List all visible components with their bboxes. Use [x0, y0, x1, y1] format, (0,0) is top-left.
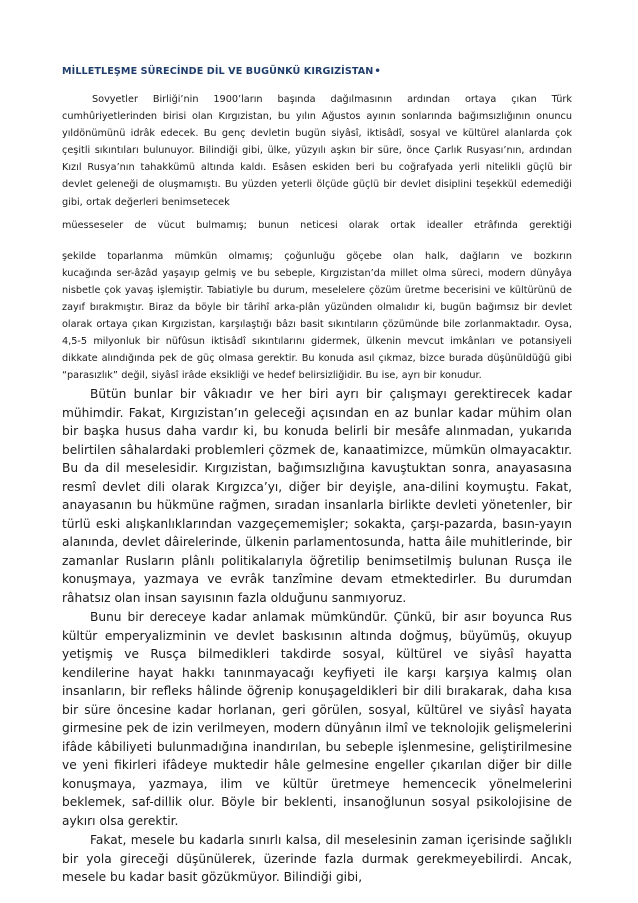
paragraph-1-line-2: müesseseler de vücut bulmamış; bunun neticesi olarak ortak idealler etrâfında gerektiği — [62, 219, 572, 231]
paragraph-1-rest: kucağında ser-âzâd yaşayıp gelmiş ve bu sebeple, Kırgızistan’da millet olma süreci, modern dünyâya nisbetle çok yavaş işlemiştir. Tabiatiyle bu durum, meselelere çözüm üretme becerisini ve kültürünü de zayıf bırakmıştır. Biraz da böyle bir târihî arka-plân yüzünden olmalıdır ki, bugün bağımsız bir devlet olarak ortaya çıkan Kırgızistan, karşılaştığı bâzı basit sıkıntıların çözümünde bile zorlanmaktadır. Oysa, 4,5-5 milyonluk bir nüfûsun iktisâdî sıkıntılarını gidermek, ülkenin mevcut imkânları ve potansiyeli dikkate alındığında pek de güç olmasa gerektir. Bu konuda asıl çıkmaz, bizce burada düşünüldüğü gibi “parasızlık” değil, siyâsî irâde eksikliği ve hedef belirsizliğidir. Bu ise, ayrı bir konudur. — [62, 267, 572, 382]
footnote-mark: • — [374, 66, 381, 77]
paragraph-3: Bunu bir dereceye kadar anlamak mümkündür. Çünkü, bir asır boyunca Rus kültür emperyalizminin ve devlet baskısının altında doğmuş, büyümüş, okuyup yetişmiş ve Rusça bilmedikleri takdirde sosyal, kültürel ve siyâsî hayatta kendilerine hayat hakkı tanınmayacağı keyfiyeti ile karşı karşıya kalmış olan insanların, bir refleks hâlinde öğrenip konuşageldikleri bir dili bırakarak, daha kısa bir süre öncesine kadar horlanan, geri görülen, sosyal, kültürel ve siyâsî hayata girmesine pek de izin verilmeyen, modern dünyânın ilmî ve teknolojik gelişmelerini ifâde kâbiliyeti bulunmadığına inandırılan, bu sebeple işlenmesine, geliştirilmesine ve yeni fikirleri ifâdeye muktedir hâle gelmesine engeller çıkarılan diğer bir dille konuşmaya, yazmaya, ilim ve kültür üretmeye hemencecik yönelmelerini beklemek, saf-dillik olur. Böyle bir beklenti, insanoğlunun sosyal psikolojisine de aykırı olsa gerektir. — [62, 610, 572, 828]
paragraph-1-main: Sovyetler Birliği’nin 1900’ların başında dağılmasının ardından ortaya çıkan Türk cumhûriyetlerinden birisi olan Kırgızistan, bu yılın Ağustos ayının sonlarında bağımsızlığının onuncu yıldönümünü idrâk edecek. Bu genç devletin bugün siyâsî, iktisâdî, sosyal ve kültürel alanlarda çok çeşitli sıkıntıları bulunuyor. Bilindiği gibi, ülke, yüzyılı aşkın bir süre, önce Çarlık Rusyası’nın, ardından Kızıl Rusya’nın tahakkümü altında kaldı. Esâsen eskiden beri bu coğrafyada yerli nitelikli güçlü bir devlet geleneği de oluşmamıştı. Bu yüzden yeterli ölçüde güçlü bir devlet disiplini teşekkül edemediği gibi, ortak değerleri benimsetecek — [62, 94, 572, 208]
document-title — [62, 66, 572, 77]
title-text: MİLLETLEŞME SÜRECİNDE DİL VE BUGÜNKÜ KIRGIZİSTAN — [62, 66, 374, 77]
paragraph-1-line-3: şekilde toparlanma mümkün olmamış; çoğunluğu göçebe olan halk, dağların ve bozkırın — [62, 250, 572, 262]
paragraph-2: Bütün bunlar bir vâkıadır ve her biri ayrı bir çalışmayı gerektirecek kadar mühimdir. Fakat, Kırgızistan’ın geleceği açısından en az bunlar kadar mühim olan bir başka husus daha vardır ki, bu konuda belirli bir mesâfe alınmadan, yukarıda belirtilen sâhalardaki problemleri çözmek de, kanaatimizce, mümkün olmayacaktır. Bu da dil meselesidir. Kırgızistan, bağımsızlığına kavuştuktan sonra, anayasasına resmî devlet dili olarak Kırgızca’yı, diğer bir deyişle, ana-dilini koymuştu. Fakat, anayasanın bu hükmüne rağmen, sıradan insanlarla birlikte devleti yönetenler, bir türlü eski alışkanlıklarından vazgeçememişler; sokakta, çarşı-pazarda, basın-yayın alanında, devlet dâirelerinde, ülkenin parlamentosunda, hatta âile muhitlerinde, bir zamanlar Rusların plânlı politikalarıyla öğretilip benimsetilmiş bulunan Rusça ile konuşmaya, yazmaya ve evrâk tanzîmine devam etmektedirler. Bu durumdan râhatsız olan insan sayısının fazla olduğunu sanmıyoruz. — [62, 387, 572, 605]
paragraph-4: Fakat, mesele bu kadarla sınırlı kalsa, dil meselesinin zaman içerisinde sağlıklı bir yola gireceği düşünülerek, üzerinde fazla durmak gerekmeyebilirdi. Ancak, mesele bu kadar basit gözükmüyor. Bilindiği gibi, — [62, 833, 572, 885]
paragraph-1 — [62, 91, 572, 384]
document-page — [62, 66, 572, 887]
